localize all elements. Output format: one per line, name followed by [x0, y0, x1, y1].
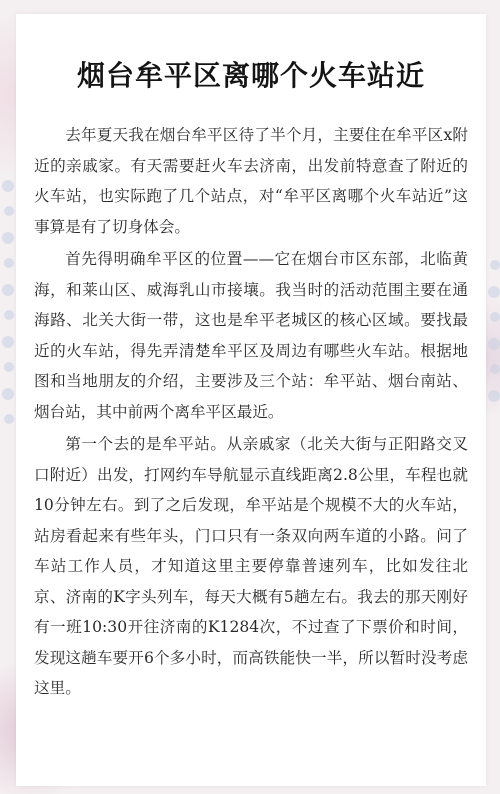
article-card — [16, 14, 486, 786]
decor-dot — [2, 232, 14, 244]
decor-dot — [488, 286, 500, 298]
decor-dot — [4, 310, 14, 320]
article-paragraph: 去年夏天我在烟台牟平区待了半个月，主要住在牟平区x附近的亲戚家。有天需要赶火车去济南，出发前特意查了附近的火车站，也实际跑了几个站点，对“牟平区离哪个火车站近”这事算是有了切身体会。 — [34, 126, 468, 236]
decor-dot — [4, 206, 14, 216]
article-paragraph: 第一个去的是牟平站。从亲戚家（北关大街与正阳路交叉口附近）出发，打网约车导航显示直线距离2.8公里，车程也就10分钟左右。到了之后发现，牟平站是个规模不大的火车站，站房看起来有些年头，门口只有一条双向两车道的小路。问了车站工作人员，才知道这里主要停靠普速列车，比如发往北京、济南的K字头列车，每天大概有5趟左右。我去的那天刚好有一班10:30开往济南的K1284次，不过查了下票价和时间，发现这趟车要开6个多小时，而高铁能快一半，所以暂时没考虑这里。 — [34, 435, 468, 697]
decor-dot — [4, 414, 14, 424]
decor-dot — [490, 260, 500, 270]
decor-dot — [490, 364, 500, 374]
article-title: 烟台牟平区离哪个火车站近 — [76, 59, 425, 92]
decor-dot — [2, 336, 14, 348]
decor-dot — [4, 258, 14, 268]
decor-dot — [2, 284, 14, 296]
article-body — [34, 120, 468, 706]
decor-dot — [488, 338, 500, 350]
decor-dot — [2, 180, 14, 192]
decor-dot — [488, 390, 500, 402]
decor-dot — [4, 362, 14, 372]
decor-dot — [490, 312, 500, 322]
decor-dot — [2, 388, 14, 400]
article-paragraph: 首先得明确牟平区的位置——它在烟台市区东部，北临黄海，和莱山区、威海乳山市接壤。我当时的活动范围主要在通海路、北关大街一带，这也是牟平老城区的核心区域。要找最近的火车站，得先弄清楚牟平区及周边有哪些火车站。根据地图和当地朋友的介绍，主要涉及三个站：牟平站、烟台南站、烟台站，其中前两个离牟平区最近。 — [34, 250, 468, 421]
